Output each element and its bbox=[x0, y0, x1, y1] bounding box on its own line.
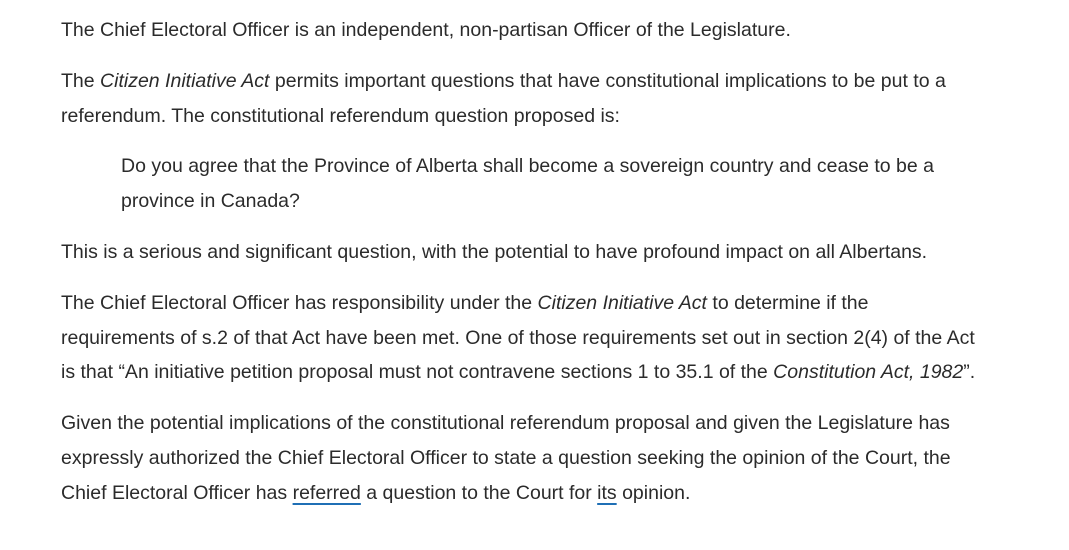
referred-link[interactable]: referred bbox=[292, 481, 361, 504]
text-segment: a question to the Court for bbox=[360, 481, 598, 504]
paragraph-referendum-intro bbox=[61, 64, 981, 134]
text-segment: ”. bbox=[963, 361, 976, 384]
text-segment: permits important questions that have constitutional implications to be put to a referendum. The constitutional referendum question proposed is: bbox=[61, 69, 946, 127]
paragraph-court-referral bbox=[61, 406, 981, 510]
text-segment: Given the potential implications of the constitutional referendum proposal and given the Legislature has expressly authorized the Chief Electoral Officer to state a question seeking the opinion of the Court, the Chief Electoral Officer has bbox=[61, 412, 951, 504]
act-title-citizen-initiative: Citizen Initiative Act bbox=[100, 69, 270, 92]
referendum-question-quote: Do you agree that the Province of Alberta shall become a sovereign country and cease to be a province in Canada? bbox=[121, 155, 935, 213]
article-body bbox=[61, 13, 981, 527]
text-segment: to determine if the requirements of s.2 of that Act have been met. One of those requirements set out in section 2(4) of the Act is that “An initiative petition proposal must not contravene sections 1 to 35.1 of the bbox=[61, 291, 975, 384]
its-opinion-link[interactable]: its bbox=[597, 481, 617, 504]
paragraph-significance: This is a serious and significant question, with the potential to have profound impact on all Albertans. bbox=[61, 240, 928, 263]
text-segment: The Chief Electoral Officer has responsibility under the bbox=[61, 291, 538, 314]
act-title-citizen-initiative: Citizen Initiative Act bbox=[537, 291, 707, 314]
paragraph-independence: The Chief Electoral Officer is an independent, non-partisan Officer of the Legislature. bbox=[61, 19, 791, 41]
text-segment: opinion. bbox=[616, 481, 691, 504]
act-title-constitution: Constitution Act, 1982 bbox=[773, 361, 964, 384]
text-segment: The bbox=[61, 69, 101, 92]
paragraph-responsibility bbox=[61, 286, 981, 390]
